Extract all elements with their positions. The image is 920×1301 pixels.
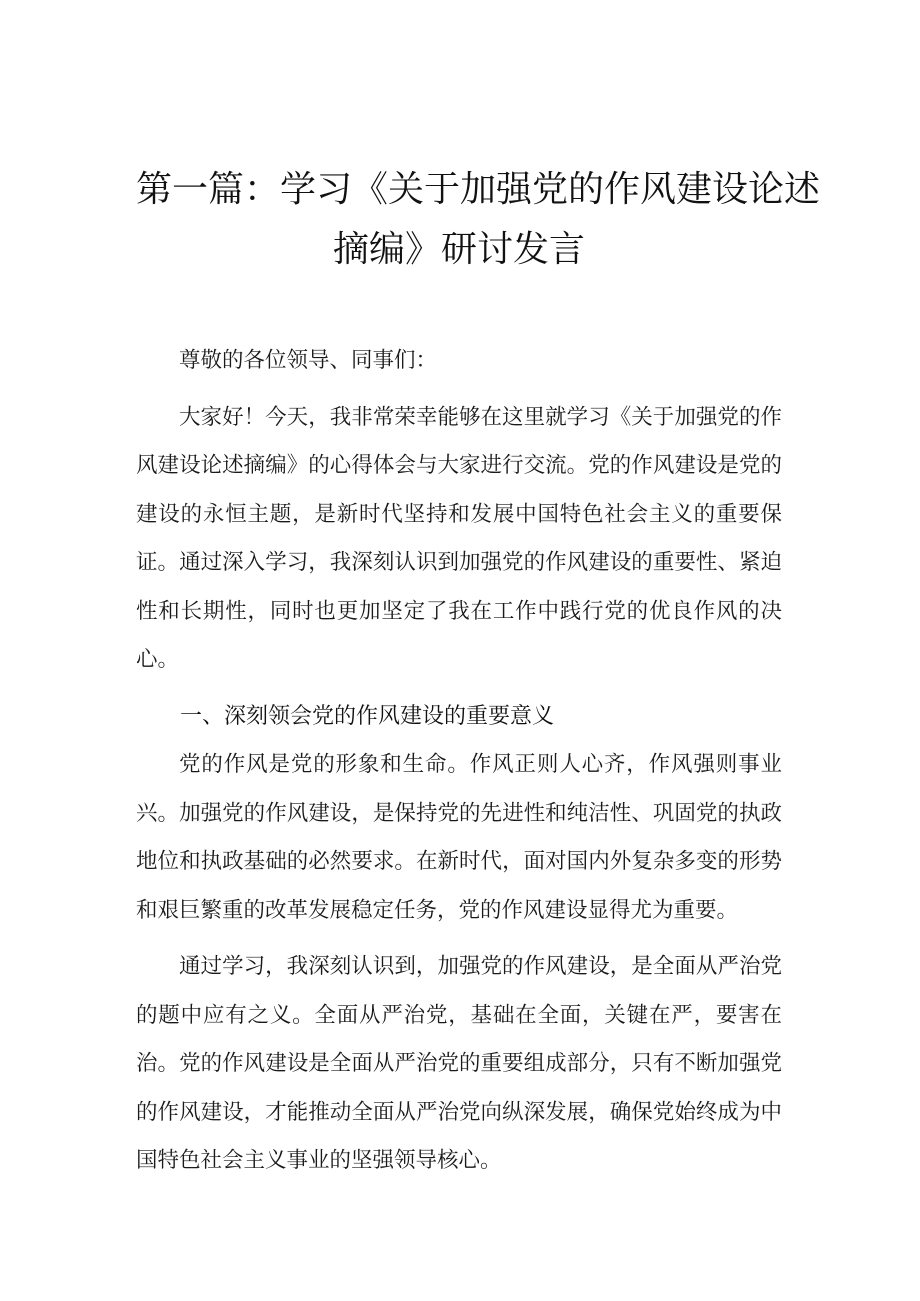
spacer [136,935,782,943]
title-line-1: 第一篇：学习《关于加强党的作风建设论述 [136,169,821,210]
section1-paragraph-1: 党的作风是党的形象和生命。作风正则人心齐，作风强则事业兴。加强党的作风建设，是保持党的先进性和纯洁性、巩固党的执政地位和执政基础的必然要求。在新时代，面对国内外复杂多变的形势和艰巨繁重的改革发展稳定任务，党的作风建设显得尤为重要。 [136,752,782,923]
section-heading-1: 一、深刻领会党的作风建设的重要意义 [180,703,555,729]
title-line-2: 摘编》研讨发言 [332,229,585,270]
greeting-paragraph: 尊敬的各位领导、同事们： [179,348,438,373]
section1-paragraph-2: 通过学习，我深刻认识到，加强党的作风建设，是全面从严治党的题中应有之义。全面从严治党，基础在全面，关键在严，要害在治。党的作风建设是全面从严治党的重要组成部分，只有不断加强党的作风建设，才能推动全面从严治党向纵深发展，确保党始终成为中国特色社会主义事业的坚强领导核心。 [136,954,782,1173]
spacer [136,685,782,693]
document-title [136,160,821,280]
spacer [136,386,782,394]
intro-paragraph: 大家好！今天，我非常荣幸能够在这里就学习《关于加强党的作风建设论述摘编》的心得体会与大家进行交流。党的作风建设是党的建设的永恒主题，是新时代坚持和发展中国特色社会主义的重要保证。通过深入学习，我深刻认识到加强党的作风建设的重要性、紧迫性和长期性，同时也更加坚定了我在工作中践行党的优良作风的决心。 [136,404,782,672]
document-body [136,337,782,1186]
